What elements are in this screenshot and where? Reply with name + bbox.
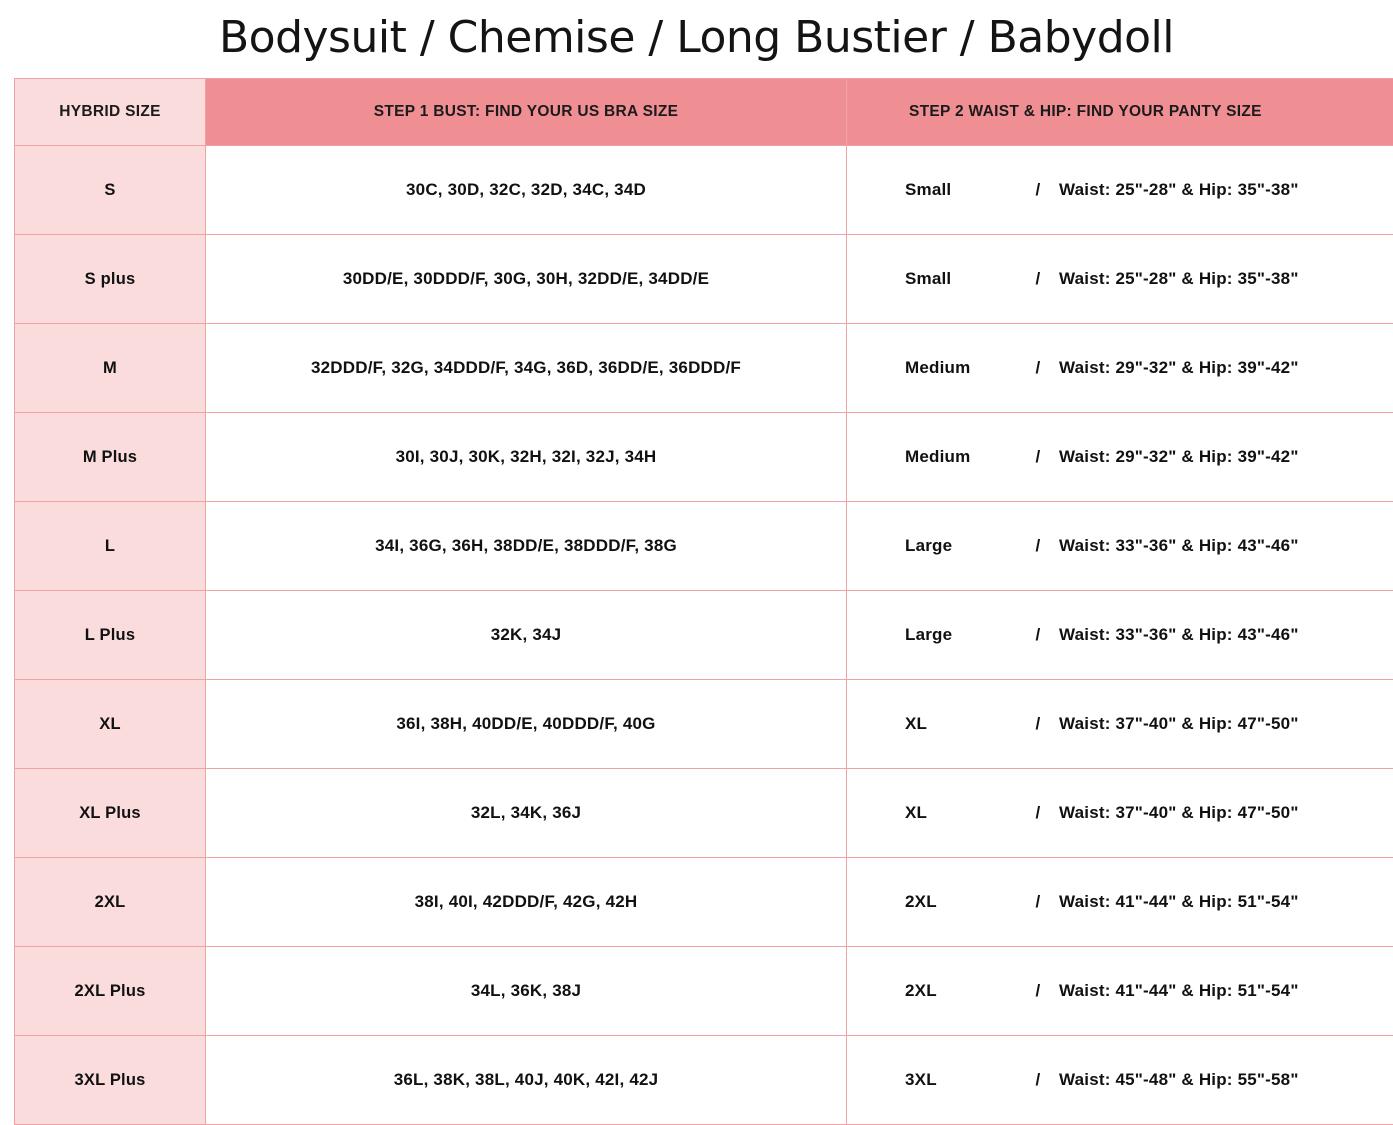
table-body: [15, 146, 1393, 1125]
panty-size-label: 2XL: [905, 892, 1017, 912]
cell-bust-sizes: 34I, 36G, 36H, 38DD/E, 38DDD/F, 38G: [206, 502, 847, 591]
panty-size-label: Small: [905, 269, 1017, 289]
panty-measurements: Waist: 29"-32" & Hip: 39"-42": [1059, 447, 1299, 467]
cell-hybrid-size: S: [15, 146, 206, 235]
cell-bust-sizes: 36L, 38K, 38L, 40J, 40K, 42I, 42J: [206, 1036, 847, 1125]
cell-panty-size: [847, 947, 1393, 1036]
cell-hybrid-size: M: [15, 324, 206, 413]
cell-panty-size: [847, 769, 1393, 858]
separator-slash: /: [1017, 714, 1059, 734]
cell-panty-size: [847, 146, 1393, 235]
table-row: [15, 591, 1393, 680]
panty-measurements: Waist: 37"-40" & Hip: 47"-50": [1059, 803, 1299, 823]
panty-size-label: XL: [905, 803, 1017, 823]
table-row: [15, 235, 1393, 324]
cell-hybrid-size: L Plus: [15, 591, 206, 680]
cell-bust-sizes: 30I, 30J, 30K, 32H, 32I, 32J, 34H: [206, 413, 847, 502]
separator-slash: /: [1017, 625, 1059, 645]
separator-slash: /: [1017, 358, 1059, 378]
panty-size-label: 2XL: [905, 981, 1017, 1001]
panty-size-label: Small: [905, 180, 1017, 200]
cell-bust-sizes: 32DDD/F, 32G, 34DDD/F, 34G, 36D, 36DD/E, 36DDD/F: [206, 324, 847, 413]
panty-measurements: Waist: 33"-36" & Hip: 43"-46": [1059, 536, 1299, 556]
panty-measurements: Waist: 41"-44" & Hip: 51"-54": [1059, 981, 1299, 1001]
panty-size-label: Medium: [905, 358, 1017, 378]
column-header-hybrid-size: HYBRID SIZE: [15, 79, 206, 146]
separator-slash: /: [1017, 1070, 1059, 1090]
panty-size-label: XL: [905, 714, 1017, 734]
table-header: [15, 79, 1393, 146]
cell-bust-sizes: 32K, 34J: [206, 591, 847, 680]
separator-slash: /: [1017, 892, 1059, 912]
separator-slash: /: [1017, 536, 1059, 556]
separator-slash: /: [1017, 981, 1059, 1001]
cell-hybrid-size: 2XL: [15, 858, 206, 947]
separator-slash: /: [1017, 180, 1059, 200]
panty-measurements: Waist: 41"-44" & Hip: 51"-54": [1059, 892, 1299, 912]
panty-size-label: Large: [905, 536, 1017, 556]
cell-bust-sizes: 34L, 36K, 38J: [206, 947, 847, 1036]
panty-measurements: Waist: 29"-32" & Hip: 39"-42": [1059, 358, 1299, 378]
table-row: [15, 1036, 1393, 1125]
cell-bust-sizes: 30C, 30D, 32C, 32D, 34C, 34D: [206, 146, 847, 235]
cell-bust-sizes: 36I, 38H, 40DD/E, 40DDD/F, 40G: [206, 680, 847, 769]
cell-bust-sizes: 30DD/E, 30DDD/F, 30G, 30H, 32DD/E, 34DD/E: [206, 235, 847, 324]
table-row: [15, 324, 1393, 413]
cell-panty-size: [847, 591, 1393, 680]
separator-slash: /: [1017, 447, 1059, 467]
cell-hybrid-size: L: [15, 502, 206, 591]
cell-panty-size: [847, 413, 1393, 502]
panty-measurements: Waist: 37"-40" & Hip: 47"-50": [1059, 714, 1299, 734]
separator-slash: /: [1017, 803, 1059, 823]
cell-panty-size: [847, 858, 1393, 947]
panty-measurements: Waist: 33"-36" & Hip: 43"-46": [1059, 625, 1299, 645]
table-header-row: [15, 79, 1393, 146]
page-title: Bodysuit / Chemise / Long Bustier / Babydoll: [0, 0, 1393, 78]
table-row: [15, 769, 1393, 858]
cell-hybrid-size: XL: [15, 680, 206, 769]
cell-hybrid-size: XL Plus: [15, 769, 206, 858]
table-row: [15, 858, 1393, 947]
cell-bust-sizes: 32L, 34K, 36J: [206, 769, 847, 858]
cell-panty-size: [847, 680, 1393, 769]
table-row: [15, 947, 1393, 1036]
table-row: [15, 502, 1393, 591]
separator-slash: /: [1017, 269, 1059, 289]
cell-bust-sizes: 38I, 40I, 42DDD/F, 42G, 42H: [206, 858, 847, 947]
cell-panty-size: [847, 502, 1393, 591]
cell-hybrid-size: 2XL Plus: [15, 947, 206, 1036]
cell-panty-size: [847, 235, 1393, 324]
size-chart-table: [14, 78, 1393, 1125]
panty-size-label: Medium: [905, 447, 1017, 467]
panty-measurements: Waist: 25"-28" & Hip: 35"-38": [1059, 269, 1299, 289]
panty-size-label: 3XL: [905, 1070, 1017, 1090]
cell-hybrid-size: M Plus: [15, 413, 206, 502]
panty-measurements: Waist: 25"-28" & Hip: 35"-38": [1059, 180, 1299, 200]
cell-hybrid-size: 3XL Plus: [15, 1036, 206, 1125]
cell-hybrid-size: S plus: [15, 235, 206, 324]
table-row: [15, 146, 1393, 235]
table-row: [15, 680, 1393, 769]
panty-measurements: Waist: 45"-48" & Hip: 55"-58": [1059, 1070, 1299, 1090]
cell-panty-size: [847, 1036, 1393, 1125]
cell-panty-size: [847, 324, 1393, 413]
table-row: [15, 413, 1393, 502]
column-header-waist-hip: STEP 2 WAIST & HIP: FIND YOUR PANTY SIZE: [847, 79, 1393, 146]
column-header-bust: STEP 1 BUST: FIND YOUR US BRA SIZE: [206, 79, 847, 146]
panty-size-label: Large: [905, 625, 1017, 645]
